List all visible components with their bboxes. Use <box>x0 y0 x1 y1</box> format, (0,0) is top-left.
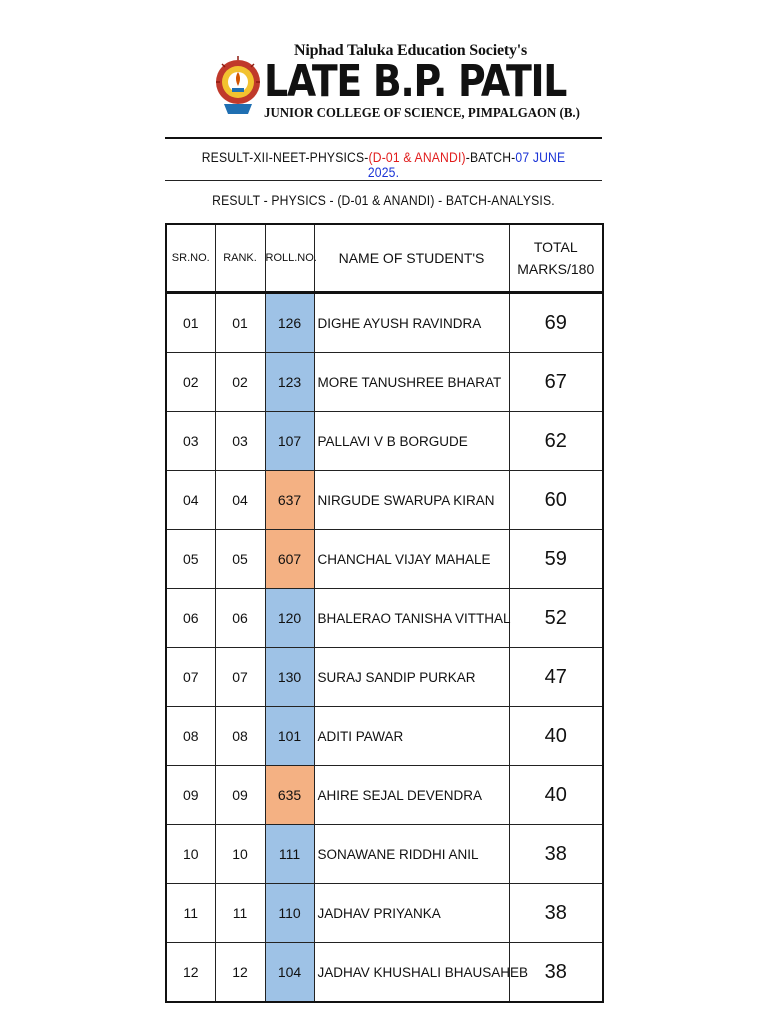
col-header-roll: ROLL.NO. <box>265 224 314 293</box>
cell-roll: 111 <box>265 825 314 884</box>
cell-rank: 02 <box>215 353 265 412</box>
cell-sr: 09 <box>166 766 215 825</box>
college-subtitle: JUNIOR COLLEGE OF SCIENCE, PIMPALGAON (B.) <box>264 106 580 121</box>
cell-student-name: MORE TANUSHREE BHARAT <box>314 353 509 412</box>
table-row <box>166 471 603 530</box>
cell-roll: 104 <box>265 943 314 1003</box>
table-row <box>166 825 603 884</box>
cell-marks: 60 <box>509 471 603 530</box>
cell-sr: 01 <box>166 293 215 353</box>
cell-student-name: BHALERAO TANISHA VITTHAL <box>314 589 509 648</box>
table-row <box>166 766 603 825</box>
cell-sr: 12 <box>166 943 215 1003</box>
cell-sr: 10 <box>166 825 215 884</box>
table-row <box>166 707 603 766</box>
result-title <box>187 150 580 180</box>
table-row <box>166 648 603 707</box>
cell-rank: 06 <box>215 589 265 648</box>
cell-marks: 40 <box>509 766 603 825</box>
cell-student-name: JADHAV KHUSHALI BHAUSAHEB <box>314 943 509 1003</box>
cell-student-name: SURAJ SANDIP PURKAR <box>314 648 509 707</box>
cell-rank: 03 <box>215 412 265 471</box>
cell-roll: 101 <box>265 707 314 766</box>
cell-student-name: PALLAVI V B BORGUDE <box>314 412 509 471</box>
cell-sr: 04 <box>166 471 215 530</box>
cell-sr: 05 <box>166 530 215 589</box>
cell-sr: 08 <box>166 707 215 766</box>
table-row <box>166 530 603 589</box>
table-row <box>166 412 603 471</box>
cell-roll: 126 <box>265 293 314 353</box>
analysis-title: RESULT - PHYSICS - (D-01 & ANANDI) - BATCH-ANALYSIS. <box>212 193 555 208</box>
cell-student-name: AHIRE SEJAL DEVENDRA <box>314 766 509 825</box>
cell-student-name: NIRGUDE SWARUPA KIRAN <box>314 471 509 530</box>
col-header-marks-line1: TOTAL <box>533 239 578 255</box>
cell-marks: 38 <box>509 884 603 943</box>
col-header-marks <box>509 224 603 293</box>
result-title-mid: -BATCH- <box>465 150 516 165</box>
cell-sr: 03 <box>166 412 215 471</box>
col-header-sr: SR.NO. <box>166 224 215 293</box>
cell-rank: 01 <box>215 293 265 353</box>
cell-rank: 04 <box>215 471 265 530</box>
cell-sr: 02 <box>166 353 215 412</box>
cell-marks: 38 <box>509 825 603 884</box>
cell-rank: 08 <box>215 707 265 766</box>
table-header-row <box>166 224 603 293</box>
cell-rank: 12 <box>215 943 265 1003</box>
result-title-prefix: RESULT-XII-NEET-PHYSICS- <box>201 150 369 165</box>
divider-middle <box>165 180 602 181</box>
col-header-marks-line2: MARKS/180 <box>517 261 595 277</box>
result-table <box>165 223 604 1003</box>
cell-marks: 47 <box>509 648 603 707</box>
result-title-batch: (D-01 & ANANDI) <box>368 150 466 165</box>
table-row <box>166 589 603 648</box>
table-row <box>166 943 603 1003</box>
col-header-name: NAME OF STUDENT'S <box>314 224 509 293</box>
table-row <box>166 293 603 353</box>
society-name: Niphad Taluka Education Society's <box>294 42 528 59</box>
cell-student-name: CHANCHAL VIJAY MAHALE <box>314 530 509 589</box>
col-header-rank: RANK. <box>215 224 265 293</box>
cell-roll: 123 <box>265 353 314 412</box>
cell-roll: 607 <box>265 530 314 589</box>
cell-roll: 130 <box>265 648 314 707</box>
letterhead <box>0 40 768 130</box>
cell-rank: 11 <box>215 884 265 943</box>
table-row <box>166 884 603 943</box>
cell-marks: 59 <box>509 530 603 589</box>
cell-student-name: SONAWANE RIDDHI ANIL <box>314 825 509 884</box>
cell-marks: 52 <box>509 589 603 648</box>
cell-sr: 11 <box>166 884 215 943</box>
college-name: LATE B.P. PATIL <box>264 56 567 107</box>
result-title-date: 07 JUNE 2025. <box>367 150 566 180</box>
cell-student-name: ADITI PAWAR <box>314 707 509 766</box>
cell-sr: 06 <box>166 589 215 648</box>
cell-roll: 110 <box>265 884 314 943</box>
cell-roll: 107 <box>265 412 314 471</box>
cell-student-name: DIGHE AYUSH RAVINDRA <box>314 293 509 353</box>
cell-marks: 69 <box>509 293 603 353</box>
table-row <box>166 353 603 412</box>
college-emblem-icon <box>214 52 262 118</box>
cell-marks: 62 <box>509 412 603 471</box>
cell-rank: 10 <box>215 825 265 884</box>
cell-roll: 635 <box>265 766 314 825</box>
cell-rank: 09 <box>215 766 265 825</box>
cell-roll: 637 <box>265 471 314 530</box>
cell-sr: 07 <box>166 648 215 707</box>
cell-marks: 67 <box>509 353 603 412</box>
cell-rank: 05 <box>215 530 265 589</box>
divider-top <box>165 137 602 139</box>
cell-marks: 38 <box>509 943 603 1003</box>
cell-marks: 40 <box>509 707 603 766</box>
cell-student-name: JADHAV PRIYANKA <box>314 884 509 943</box>
cell-rank: 07 <box>215 648 265 707</box>
cell-roll: 120 <box>265 589 314 648</box>
